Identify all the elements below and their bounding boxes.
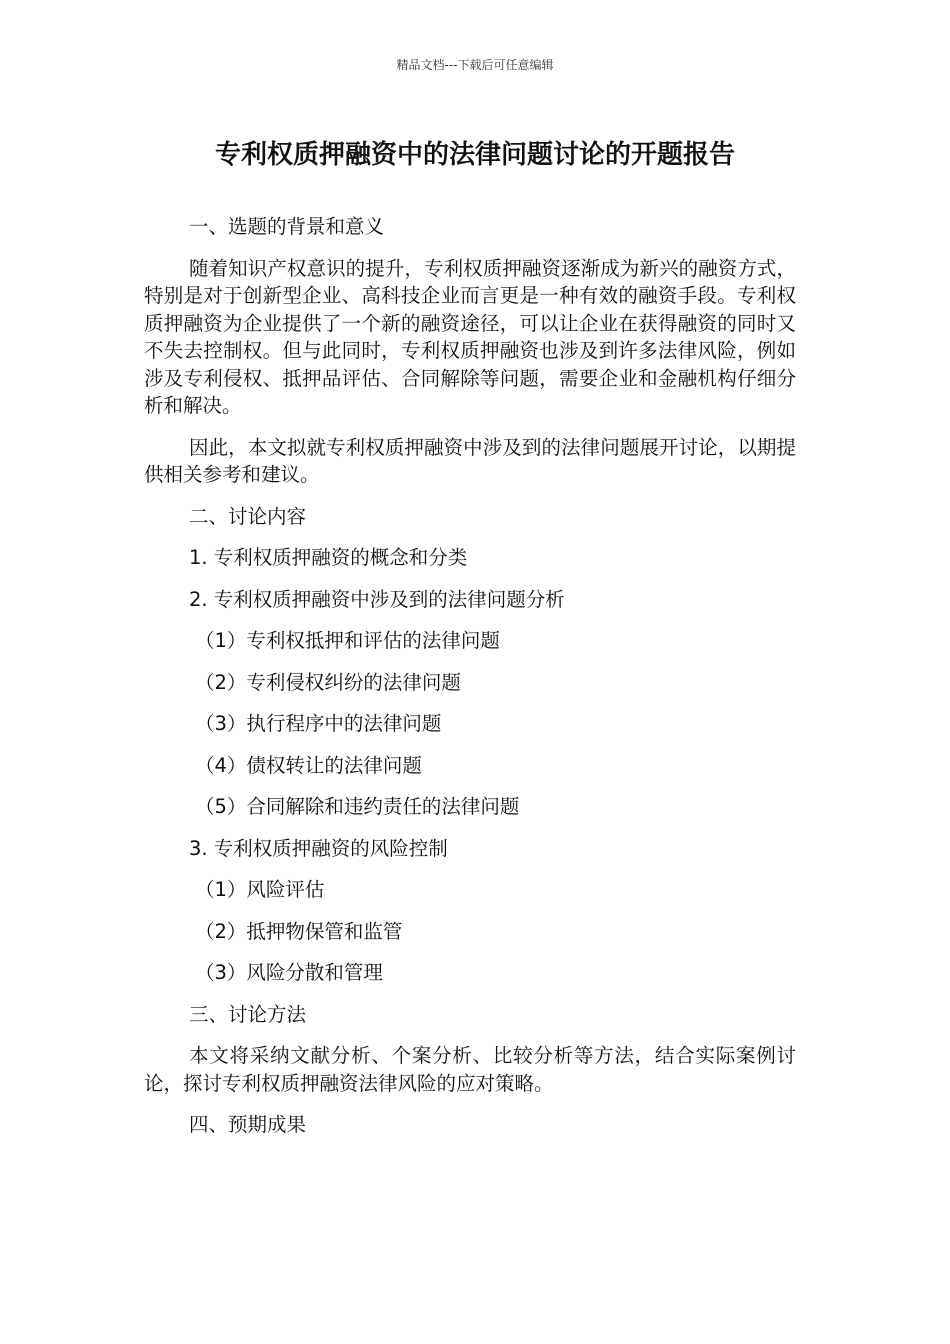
document-body xyxy=(144,213,796,1153)
paragraph-method: 本文将采纳文献分析、个案分析、比较分析等方法，结合实际案例讨论，探讨专利权质押融资法律风险的应对策略。 xyxy=(144,1044,796,1095)
header-note: 精品文档---下载后可任意编辑 xyxy=(396,58,554,72)
sub-list-item: （3）执行程序中的法律问题 xyxy=(195,712,442,735)
sub-list-item: （1）专利权抵押和评估的法律问题 xyxy=(195,629,500,652)
sub-list-item: （2）抵押物保管和监管 xyxy=(195,919,403,943)
sub-list-item: （3）风险分散和管理 xyxy=(195,961,383,984)
paragraph-purpose: 因此，本文拟就专利权质押融资中涉及到的法律问题展开讨论，以期提供相关参考和建议。 xyxy=(144,435,796,486)
list-item-risk-control: 3. 专利权质押融资的风险控制 xyxy=(189,836,448,860)
section-heading-content: 二、讨论内容 xyxy=(189,504,307,528)
sub-list-item: （5）合同解除和违约责任的法律问题 xyxy=(195,795,520,818)
section-heading-method: 三、讨论方法 xyxy=(189,1002,307,1026)
section-heading-background: 一、选题的背景和意义 xyxy=(189,215,385,238)
list-item-concept: 1. 专利权质押融资的概念和分类 xyxy=(189,546,468,569)
section-heading-outcome: 四、预期成果 xyxy=(189,1113,307,1136)
sub-list-item: （1）风险评估 xyxy=(195,878,325,901)
paragraph-background: 随着知识产权意识的提升，专利权质押融资逐渐成为新兴的融资方式，特别是对于创新型企业、高科技企业而言更是一种有效的融资手段。专利权质押融资为企业提供了一个新的融资途径，可以让企业在获得融资的同时又不失去控制权。但与此同时，专利权质押融资也涉及到许多法律风险，例如涉及专利侵权、抵押品评估、合同解除等问题，需要企业和金融机构仔细分析和解决。 xyxy=(144,256,796,417)
sub-list-item: （4）债权转让的法律问题 xyxy=(195,753,422,777)
list-item-legal-issues: 2. 专利权质押融资中涉及到的法律问题分析 xyxy=(189,587,565,611)
sub-list-item: （2）专利侵权纠纷的法律问题 xyxy=(195,670,461,694)
document-title: 专利权质押融资中的法律问题讨论的开题报告 xyxy=(214,140,735,170)
